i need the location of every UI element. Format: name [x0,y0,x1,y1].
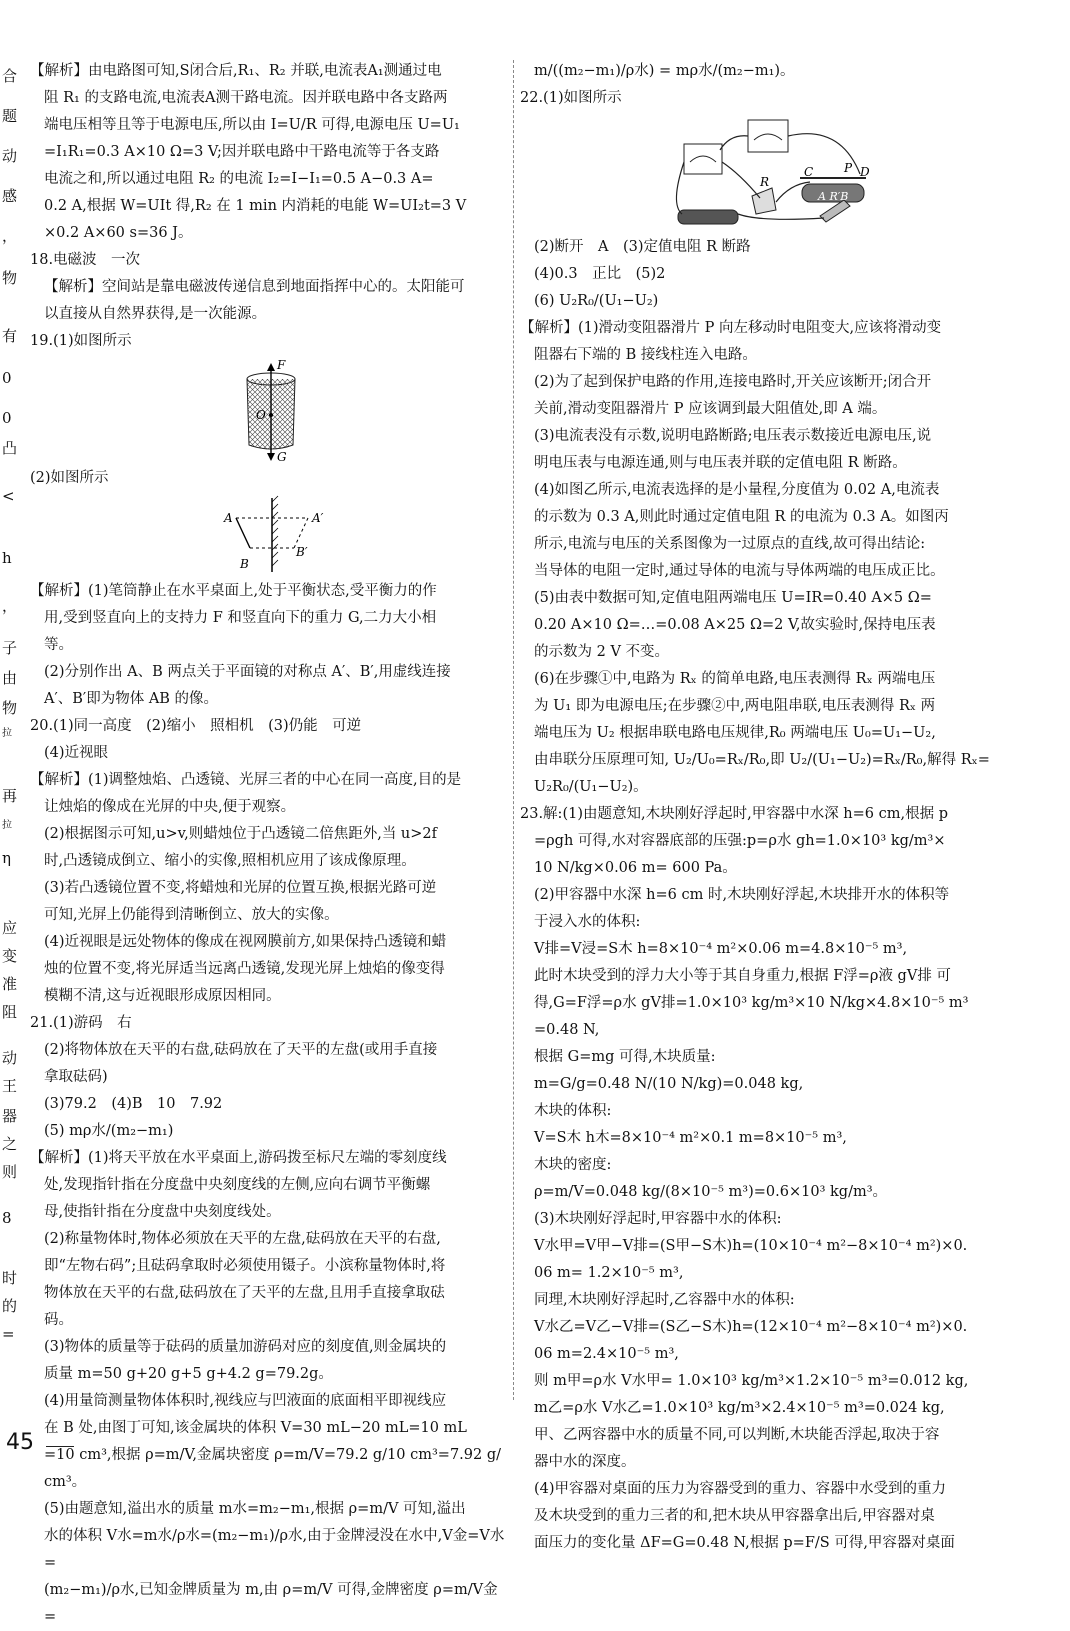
text-line: 甲、乙两容器中水的质量不同,可以判断,木块能否浮起,取决于容 [534,1427,940,1443]
text-line: 以直接从自然界获得,是一次能源。 [44,306,267,322]
bleed-char: 再 [2,787,18,805]
bleed-char: 准 [2,975,18,993]
bleed-char: 阻 [2,1003,18,1021]
bleed-char: 物 [2,699,18,717]
pen-holder-diagram [30,357,508,463]
text-line: V排=V浸=S木 h=8×10⁻⁴ m²×0.06 m=4.8×10⁻⁵ m³, [534,941,908,957]
label-b: B [240,557,249,571]
bleed-char: 物 [2,269,18,287]
bleed-char: 由 [2,669,18,687]
question-20: 20.(1)同一高度 (2)缩小 照相机 (3)仍能 可逆 [30,718,362,734]
bleed-char: 合 [2,67,18,85]
text-line: (2)甲容器中水深 h=6 cm 时,木块刚好浮起,木块排开水的体积等 [534,887,950,903]
bleed-char: < [2,487,15,505]
text-line: 0.2 A,根据 W=UIt 得,R₂ 在 1 min 内消耗的电能 W=UI₂t=3 V [44,198,467,214]
figure-19-mirror [30,494,508,576]
text-line: (6)在步骤①中,电路为 Rₓ 的简单电路,电压表测得 Rₓ 两端电压 [534,671,936,687]
figure-19-pen-holder [30,357,508,463]
text-line: 等。 [44,637,73,653]
text-line: (2)称量物体时,物体必须放在天平的左盘,砝码放在天平的右盘, [44,1231,441,1247]
text-line: cm³。 [44,1474,87,1490]
text-line: (6) U₂R₀/(U₁−U₂) [534,293,659,309]
text-line: (m₂−m₁)/ρ水,已知金牌质量为 m,由 ρ=m/V 可得,金牌密度 ρ=m/V金= [44,1582,498,1625]
center-point [269,413,273,417]
text-line: 烛的位置不变,将光屏适当远离凸透镜,发现光屏上烛焰的像变得 [44,961,445,977]
figure-22-circuit [520,114,998,232]
text-line: (4)0.3 正比 (5)2 [534,266,666,282]
right-column [520,58,998,1557]
bleed-char: 动 [2,147,18,165]
text-line: ×0.2 A×60 s=36 J。 [44,225,193,241]
question-19: 19.(1)如图所示 [30,333,132,349]
text-line: 阻器右下端的 B 接线柱连入电路。 [534,347,757,363]
text-line: 于浸入水的体积: [534,914,641,930]
text-line: =10 cm³,根据 ρ=m/V,金属块密度 ρ=m/V=79.2 g/10 cm³=7.92 g/ [44,1447,502,1463]
text-line: 母,使指针指在分度盘中央刻度线处。 [44,1204,281,1220]
text-line: 【解析】(1)调整烛焰、凸透镜、光屏三者的中心在同一高度,目的是 [30,772,462,788]
text-line: 处,发现指针指在分度盘中央刻度线的左侧,应向右调节平衡螺 [44,1177,431,1193]
switch-icon [820,200,850,222]
text-line: 端电压为 U₂ 根据串联电路电压规律,R₀ 两端电压 U₀=U₁−U₂, [534,725,936,741]
bleed-char: 器 [2,1107,18,1125]
question-19-2: (2)如图所示 [30,470,109,486]
page-number: 45 [6,1430,34,1455]
label-arb: A R′B [818,190,849,203]
text-line: 端电压相等且等于电源电压,所以由 I=U/R 可得,电源电压 U=U₁ [44,117,460,133]
text-line: 【解析】(1)笔筒静止在水平桌面上,处于平衡状态,受平衡力的作 [30,583,437,599]
label-o: O [256,408,266,422]
text-line: m=G/g=0.48 N/(10 N/kg)=0.048 kg, [534,1076,804,1092]
text-line: 当导体的电阻一定时,通过导体的电流与导体两端的电压成正比。 [534,563,945,579]
label-g: G [277,450,287,463]
text-line: 的示数为 0.3 A,则此时通过定值电阻 R 的电流为 0.3 A。如图丙 [534,509,949,525]
text-line: =ρgh 可得,水对容器底部的压强:p=ρ水 gh=1.0×10³ kg/m³× [534,833,946,849]
text-line: V水甲=V甲−V排=(S甲−S木)h=(10×10⁻⁴ m²−8×10⁻⁴ m²)×0. [534,1238,968,1254]
text-line: 同理,木块刚好浮起时,乙容器中水的体积: [534,1292,795,1308]
text-line: (4)近视眼是远处物体的像成在视网膜前方,如果保持凸透镜和蜡 [44,934,447,950]
bleed-char: 0 [2,369,12,387]
text-line: (5) mρ水/(m₂−m₁) [44,1123,174,1139]
text-line: 【解析】(1)滑动变阻器滑片 P 向左移动时电阻变大,应该将滑动变 [520,320,942,336]
question-22: 22.(1)如图所示 [520,90,622,106]
text-line: 此时木块受到的浮力大小等于其自身重力,根据 F浮=ρ液 gV排 可 [534,968,951,984]
text-line: 【解析】(1)将天平放在水平桌面上,游码拨至标尺左端的零刻度线 [30,1150,447,1166]
text-line: m乙=ρ水 V水乙=1.0×10³ kg/m³×2.4×10⁻⁵ m³=0.024 kg, [534,1400,945,1416]
bleed-char: 子 [2,639,18,657]
image-a2b2 [294,518,308,548]
left-column [30,58,508,1631]
bleed-char: 王 [2,1077,18,1095]
plane-mirror-diagram [30,494,508,576]
bleed-char: 之 [2,1135,18,1153]
text-line: =I₁R₁=0.3 A×10 Ω=3 V;因并联电路中干路电流等于各支路 [44,144,440,160]
text-line: (2)分别作出 A、B 两点关于平面镜的对称点 A′、B′,用虚线连接 [44,664,451,680]
arrow-head [267,453,275,461]
text-line: 得,G=F浮=ρ水 gV排=1.0×10³ kg/m³×10 N/kg×4.8×10⁻⁵ m³ [534,995,969,1011]
text-line: (4)用量筒测量物体体积时,视线应与凹液面的底面相平即视线应 [44,1393,447,1409]
text-line: V水乙=V乙−V排=(S乙−S木)h=(12×10⁻⁴ m²−8×10⁻⁴ m²)×0. [534,1319,968,1335]
bleed-char: = [2,1325,15,1343]
bleed-char: 的 [2,1297,18,1315]
text-line: 阻 R₁ 的支路电流,电流表A测干路电流。因并联电路中各支路两 [44,90,448,106]
text-line: 码。 [44,1312,73,1328]
bleed-char: 感 [2,187,18,205]
text-line: 模糊不清,这与近视眼形成原因相同。 [44,988,281,1004]
text-line: 让烛焰的像成在光屏的中央,便于观察。 [44,799,296,815]
bleed-char: 变 [2,947,18,965]
text-line: (3)木块刚好浮起时,甲容器中水的体积: [534,1211,782,1227]
text-line: 时,凸透镜成倒立、缩小的实像,照相机应用了该成像原理。 [44,853,416,869]
resistor-box-icon [752,188,776,214]
text-line: (2)根据图示可知,u>v,则蜡烛位于凸透镜二倍焦距外,当 u>2f [44,826,438,842]
text-line: A′、B′即为物体 AB 的像。 [44,691,219,707]
text-line: =0.48 N, [534,1022,600,1038]
text-line: 木块的体积: [534,1103,612,1119]
page-number-rule [46,1446,74,1447]
text-line: (4)甲容器对桌面的压力为容器受到的重力、容器中水受到的重力 [534,1481,947,1497]
bleed-char: 动 [2,1049,18,1067]
bleed-char: 拉 [2,820,12,831]
text-line: (5)由表中数据可知,定值电阻两端电压 U=IR=0.40 A×5 Ω= [534,590,932,606]
bleed-char: 则 [2,1163,18,1181]
text-line: 06 m= 1.2×10⁻⁵ m³, [534,1265,684,1281]
text-line: 面压力的变化量 ΔF=G=0.48 N,根据 p=F/S 可得,甲容器对桌面 [534,1535,955,1551]
text-line: (2)将物体放在天平的右盘,砝码放在了天平的左盘(或用手直接 [44,1042,438,1058]
bleed-char: 应 [2,919,18,937]
text-line: V=S木 h木=8×10⁻⁴ m²×0.1 m=8×10⁻⁵ m³, [534,1130,847,1146]
bleed-char: ， [2,597,18,615]
bleed-char: 拉 [2,728,12,739]
text-line: 在 B 处,由图丁可知,该金属块的体积 V=30 mL−20 mL=10 mL [44,1420,467,1436]
text-line: 关前,滑动变阻器滑片 P 应该调到最大阻值处,即 A 端。 [534,401,887,417]
label-d: D [860,165,870,179]
column-divider [513,60,514,1400]
label-p: P [844,161,853,175]
label-b-prime: B′ [296,545,308,559]
question-18: 18.电磁波 一次 [30,252,141,268]
bleed-char: η [2,849,11,867]
text-line: (3)电流表没有示数,说明电路断路;电压表示数接近电源电压,说 [534,428,932,444]
text-line: 及木块受到的重力三者的和,把木块从甲容器拿出后,甲容器对桌 [534,1508,935,1524]
text-line: (5)由题意知,溢出水的质量 m水=m₂−m₁,根据 ρ=m/V 可知,溢出 [44,1501,466,1517]
bleed-char: 有 [2,327,18,345]
text-line: 根据 G=mg 可得,木块质量: [534,1049,716,1065]
mirror-hatch [272,496,278,566]
bleed-char: 时 [2,1269,18,1287]
text-line: 木块的密度: [534,1157,612,1173]
text-line: 06 m=2.4×10⁻⁵ m³, [534,1346,679,1362]
text-line: 质量 m=50 g+20 g+5 g+4.2 g=79.2g。 [44,1366,333,1382]
text-line: 为 U₁ 即为电源电压;在步骤②中,两电阻串联,电压表测得 Rₓ 两 [534,698,936,714]
label-a-prime: A′ [312,511,324,525]
text-line: (2)断开 A (3)定值电阻 R 断路 [534,239,751,255]
text-line: 所示,电流与电压的关系图像为一过原点的直线,故可得出结论: [534,536,926,552]
voltmeter-icon [748,120,788,152]
circuit-diagram [520,114,998,232]
text-line: (4)如图乙所示,电流表选择的是小量程,分度值为 0.02 A,电流表 [534,482,940,498]
label-c: C [804,165,814,179]
text-line: (4)近视眼 [44,745,109,761]
bleed-char: 凸 [2,439,18,457]
bleed-char: ， [2,227,18,245]
text-line: 10 N/kg×0.06 m= 600 Pa。 [534,860,737,876]
text-line: 电流之和,所以通过电阻 R₂ 的电流 I₂=I−I₁=0.5 A−0.3 A= [44,171,434,187]
text-line: 由串联分压原理可知, U₂/U₀=Rₓ/R₀,即 U₂/(U₁−U₂)=Rₓ/R₀,解得 Rₓ= [534,752,990,768]
label-r: R [760,175,770,189]
question-23: 23.解:(1)由题意知,木块刚好浮起时,甲容器中水深 h=6 cm,根据 p [520,806,949,822]
bleed-char: 0 [2,409,12,427]
battery-icon [678,210,738,224]
text-line: 水的体积 V水=m水/ρ水=(m₂−m₁)/ρ水,由于金牌浸没在水中,V金=V水= [44,1528,505,1571]
text-line: (3)79.2 (4)B 10 7.92 [44,1096,223,1112]
bleed-char: 8 [2,1209,12,1227]
text-line: 【解析】空间站是靠电磁波传递信息到地面指挥中心的。太阳能可 [44,279,465,295]
text-line: 器中水的深度。 [534,1454,636,1470]
text-line: (3)物体的质量等于砝码的质量加游码对应的刻度值,则金属块的 [44,1339,447,1355]
text-line: 的示数为 2 V 不变。 [534,644,670,660]
text-line: U₂R₀/(U₁−U₂)。 [534,779,648,795]
text-line: 0.20 A×10 Ω=…=0.08 A×25 Ω=2 V,故实验时,保持电压表 [534,617,936,633]
text-line: 可知,光屏上仍能得到清晰倒立、放大的实像。 [44,907,339,923]
label-f: F [277,358,286,372]
text-line: 【解析】由电路图可知,S闭合后,R₁、R₂ 并联,电流表A₁测通过电 [30,63,442,79]
bleed-char: 题 [2,107,18,125]
bleed-char: h [2,549,12,567]
text-line: ρ=m/V=0.048 kg/(8×10⁻⁵ m³)=0.6×10³ kg/m³。 [534,1184,888,1200]
text-line: 明电压表与电源连通,则与电压表并联的定值电阻 R 断路。 [534,455,907,471]
text-line: m/((m₂−m₁)/ρ水) = mρ水/(m₂−m₁)。 [534,63,795,79]
ammeter-icon [684,144,722,174]
question-21: 21.(1)游码 右 [30,1015,132,1031]
text-line: (2)为了起到保护电路的作用,连接电路时,开关应该断开;闭合开 [534,374,932,390]
text-line: (3)若凸透镜位置不变,将蜡烛和光屏的位置互换,根据光路可逆 [44,880,437,896]
text-line: 则 m甲=ρ水 V水甲= 1.0×10³ kg/m³×1.2×10⁻⁵ m³=0.012 kg, [534,1373,969,1389]
text-line: 即“左物右码”;且砝码拿取时必须使用镊子。小滨称量物体时,将 [44,1258,446,1274]
label-a: A [224,511,233,525]
arrow-head [267,363,275,371]
text-line: 物体放在天平的右盘,砝码放在了天平的左盘,且用手直接拿取砝 [44,1285,445,1301]
text-line: 拿取砝码) [44,1069,108,1085]
text-line: 用,受到竖直向上的支持力 F 和竖直向下的重力 G,二力大小相 [44,610,437,626]
object-ab [236,518,250,548]
